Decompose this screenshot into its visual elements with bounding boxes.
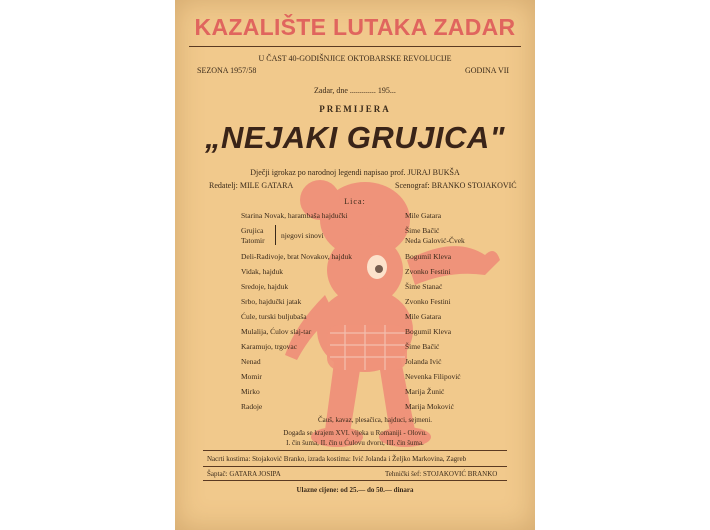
prompter: Šaptač: GATARA JOSIPA <box>207 470 281 478</box>
cast-role: Deli-Radivoje, brat Novakov, hajduk <box>241 252 352 261</box>
theatre-name: KAZALIŠTE LUTAKA ZADAR <box>194 14 516 40</box>
brace <box>275 225 276 245</box>
brace-note: njegovi sinovi <box>281 231 324 240</box>
cast-actor: Mile Gatara <box>405 211 442 220</box>
cast-role: Starina Novak, harambaša hajdučki <box>241 211 348 220</box>
cast-role: Nenad <box>241 357 261 366</box>
cast-role: Vidak, hajduk <box>241 267 284 276</box>
cast-role: Ćule, turski bulјubaša <box>241 312 307 321</box>
cast-actor: Nevenka Filipović <box>405 372 461 381</box>
cast-actor: Bogumil Kleva <box>405 327 452 336</box>
poster-paper <box>175 0 535 530</box>
cast-heading: Lica: <box>344 197 366 206</box>
cast-role: Mirko <box>241 387 260 396</box>
cast-role: Tatomir <box>241 236 265 245</box>
play-subtitle: Dječji igrokaz po narodnoj legendi napisao prof. JURAJ BUKŠA <box>250 168 460 177</box>
setting-line-2: I. čin šuma, II. čin u Ćulovu dvoru, III. čin šuma. <box>286 439 424 447</box>
dedication: U ČAST 40-GODIŠNJICE OKTOBARSKE REVOLUCIJE <box>258 54 452 63</box>
play-title: „NEJAKI GRUJICA" <box>204 120 506 155</box>
footer-divider-bottom <box>203 480 507 481</box>
cast-actor: Mile Gatara <box>405 312 442 321</box>
cast-actor: Marija Moković <box>405 402 454 411</box>
cast-extras: Čauš, kavaz, plesačica, hajduci, sejmeni. <box>317 416 433 424</box>
cast-actor: Marija Žunić <box>405 387 445 396</box>
cast-actor: Bogumil Kleva <box>405 252 452 261</box>
cast-actor: Jolanda Ivić <box>405 357 442 366</box>
costume-credits: Nacrti kostima: Stojaković Branko, izrada kostima: Ivić Jolanda i Željko Markovina, Zagreb <box>207 455 467 463</box>
technical-chief: Tehnički šef: STOJAKOVIĆ BRANKO <box>385 470 498 478</box>
premiere-label: PREMIJERA <box>319 104 391 114</box>
season: SEZONA 1957/58 <box>197 66 257 75</box>
setting-line-1: Događa se krajem XVI. vijeka u Romaniji - Olovu. <box>283 429 427 437</box>
cast-actor: Zvonko Festini <box>405 297 451 306</box>
director: Redatelj: MILE GATARA <box>209 181 294 190</box>
year: GODINA VII <box>465 66 510 75</box>
header-divider <box>189 46 521 47</box>
cast-role: Mulalija, Ćulov slaj-tar <box>241 327 312 336</box>
cast-actor: Neda Galović-Čvek <box>405 236 465 245</box>
cast-role: Srbo, hajdučki jatak <box>241 297 302 306</box>
footer-divider-mid <box>203 466 507 467</box>
cast-role: Momir <box>241 372 262 381</box>
cast-actor: Šime Bačić <box>405 226 440 235</box>
cast-actor: Šime Bačić <box>405 342 440 351</box>
cast-role: Karamujo, trgovac <box>241 342 298 351</box>
cast-actor: Šime Stanać <box>405 282 443 291</box>
date-line: Zadar, dne ............. 195... <box>314 86 396 95</box>
admission-prices: Ulazne cijene: od 25.— do 50.— dinara <box>296 486 414 494</box>
cast-role: Sredoje, hajduk <box>241 282 289 291</box>
cast-actor: Zvonko Festini <box>405 267 451 276</box>
footer-divider-top <box>203 450 507 451</box>
cast-role: Radoje <box>241 402 263 411</box>
cast-role: Grujica <box>241 226 264 235</box>
scenographer: Scenograf: BRANKO STOJAKOVIĆ <box>395 181 517 190</box>
